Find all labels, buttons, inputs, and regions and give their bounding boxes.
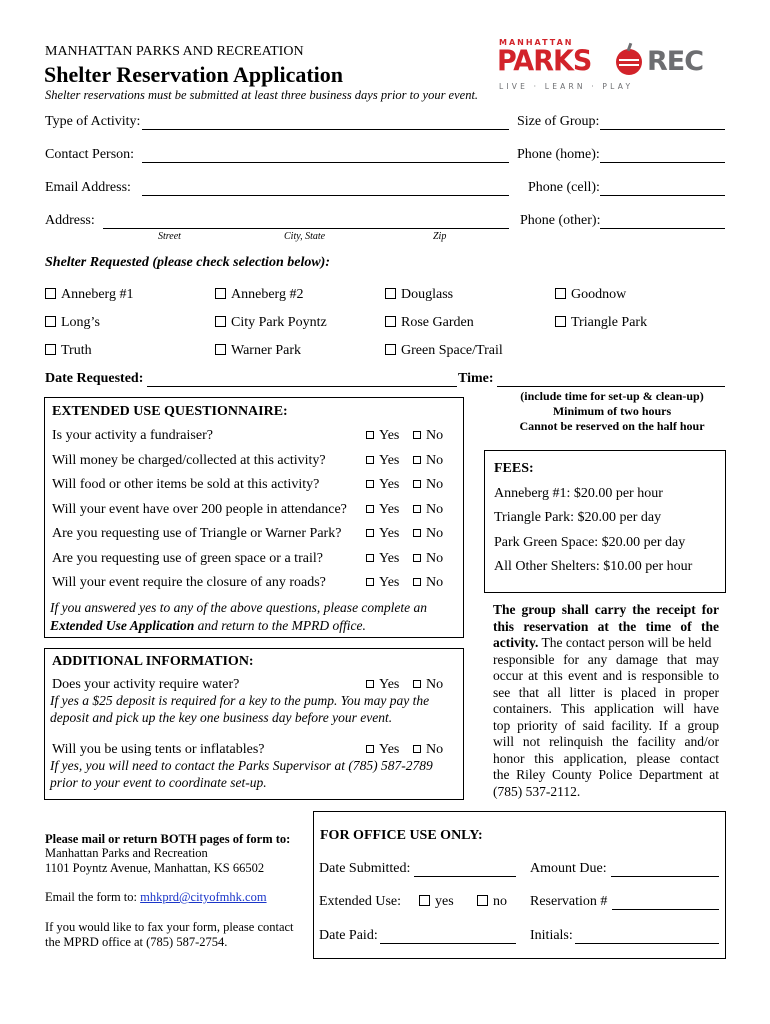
logo-top-text: MANHATTAN [499,38,574,47]
email-line: Email the form to: mhkprd@cityofmhk.com [45,890,267,904]
extended-use-label: Extended Use: [319,894,402,909]
checkbox-icon[interactable] [413,680,421,688]
checkbox-icon[interactable] [366,554,374,562]
date-submitted-field[interactable] [414,876,516,877]
phone-home-label: Phone (home): [517,147,600,162]
address-label: Address: [45,213,95,228]
city-state-sublabel: City, State [284,231,326,242]
tents-note-2: prior to your event to coordinate set-up. [50,775,267,790]
additional-info-heading: ADDITIONAL INFORMATION: [52,654,254,669]
checkbox-icon[interactable] [413,578,421,586]
checkbox-icon[interactable] [413,456,421,464]
question-text: Are you requesting use of green space or a trail? [52,551,323,566]
yes-option[interactable]: Yes [366,526,399,542]
time-label: Time: [458,371,494,386]
fee-item: Anneberg #1: $20.00 per hour [494,486,663,501]
logo-parks: PARKS [497,45,592,78]
tents-yes-option[interactable]: Yes [366,742,399,758]
checkbox-icon[interactable] [477,895,488,906]
checkbox-icon[interactable] [366,745,374,753]
date-paid-field[interactable] [380,943,516,944]
shelter-option[interactable]: Anneberg #2 [215,287,303,303]
page-title: Shelter Reservation Application [44,62,344,87]
type-of-activity-label: Type of Activity: [45,114,141,129]
question-text: Is your activity a fundraiser? [52,428,213,443]
water-question: Does your activity require water? [52,677,240,692]
shelter-option[interactable]: Douglass [385,287,453,303]
no-option[interactable]: No [413,575,443,591]
reservation-label: Reservation # [530,894,608,909]
size-of-group-label: Size of Group: [517,114,600,129]
amount-due-label: Amount Due: [530,861,607,876]
phone-other-label: Phone (other): [520,213,601,228]
org-name: MANHATTAN PARKS AND RECREATION [45,44,304,59]
checkbox-icon[interactable] [366,578,374,586]
date-requested-label: Date Requested: [45,371,144,386]
checkbox-icon[interactable] [419,895,430,906]
apple-icon [616,49,642,75]
fax-line-1: If you would like to fax your form, please contact [45,920,294,934]
fees-heading: FEES: [494,461,534,476]
initials-field[interactable] [575,943,719,944]
checkbox-icon[interactable] [413,745,421,753]
question-text: Are you requesting use of Triangle or Warner Park? [52,526,342,541]
yes-option[interactable]: Yes [366,575,399,591]
yes-option[interactable]: Yes [366,477,399,493]
water-yes-option[interactable]: Yes [366,677,399,693]
time-field[interactable] [497,386,725,387]
shelter-option[interactable]: Anneberg #1 [45,287,133,303]
checkbox-icon[interactable] [413,480,421,488]
mail-line-1: Manhattan Parks and Recreation [45,846,208,860]
initials-label: Initials: [530,928,573,943]
reservation-field[interactable] [612,909,719,910]
checkbox-icon[interactable] [385,316,396,327]
fee-item: All Other Shelters: $10.00 per hour [494,559,693,574]
no-option[interactable]: No [413,526,443,542]
checkbox-icon[interactable] [413,505,421,513]
shelter-option[interactable]: Triangle Park [555,315,647,331]
time-notes: (include time for set-up & clean-up) Minimum of two hours Cannot be reserved on the half hour [519,389,705,433]
water-note-1: If yes a $25 deposit is required for a key to the pump. You may pay the [50,693,430,708]
no-option[interactable]: No [413,477,443,493]
checkbox-icon[interactable] [366,456,374,464]
email-link[interactable]: mhkprd@cityofmhk.com [140,890,267,904]
shelter-option[interactable]: Long’s [45,315,100,331]
fee-item: Park Green Space: $20.00 per day [494,535,686,550]
question-text: Will food or other items be sold at this activity? [52,477,320,492]
yes-option[interactable]: Yes [366,453,399,469]
mail-heading: Please mail or return BOTH pages of form to: [45,832,291,846]
checkbox-icon[interactable] [413,431,421,439]
parks-rec-logo [497,38,719,94]
logo-rec: REC [647,46,704,77]
date-submitted-label: Date Submitted: [319,861,411,876]
amount-due-field[interactable] [611,876,719,877]
shelter-option[interactable]: Warner Park [215,343,301,359]
shelter-option[interactable]: Rose Garden [385,315,474,331]
checkbox-icon[interactable] [215,288,226,299]
checkbox-icon[interactable] [413,529,421,537]
size-of-group-field[interactable] [600,129,725,130]
type-of-activity-field[interactable] [142,129,509,130]
office-heading: FOR OFFICE USE ONLY: [320,828,483,843]
address-field[interactable] [103,228,509,229]
yes-option[interactable]: Yes [366,428,399,444]
receipt-note: The group shall carry the receipt for this reservation at the time of the activity. The contact person will be held responsible for any damage that may occur at this event and is responsible to see that all litter is placed in proper containers. This application will have top priority of said facility. If a group will not relinquish the facility and/or honor this application, please contact the Riley County Police Department at (785) 537-2112. [493,602,719,799]
tents-no-option[interactable]: No [413,742,443,758]
questionnaire-heading: EXTENDED USE QUESTIONNAIRE: [52,404,288,419]
phone-cell-field[interactable] [600,195,725,196]
yes-option[interactable]: Yes [366,502,399,518]
checkbox-icon[interactable] [45,316,56,327]
checkbox-icon[interactable] [45,344,56,355]
shelter-option[interactable]: Truth [45,343,92,359]
fax-line-2: the MPRD office at (785) 587-2754. [45,935,228,949]
no-option[interactable]: No [413,453,443,469]
checkbox-icon[interactable] [555,288,566,299]
email-address-field[interactable] [142,195,509,196]
checkbox-icon[interactable] [215,316,226,327]
checkbox-icon[interactable] [366,505,374,513]
tents-note-1: If yes, you will need to contact the Parks Supervisor at (785) 587-2789 [50,758,433,773]
checkbox-icon[interactable] [366,431,374,439]
checkbox-icon[interactable] [366,480,374,488]
shelter-option[interactable]: Goodnow [555,287,626,303]
email-address-label: Email Address: [45,180,131,195]
question-text: Will your event require the closure of any roads? [52,575,326,590]
checkbox-icon[interactable] [385,288,396,299]
checkbox-icon[interactable] [366,680,374,688]
no-option[interactable]: No [413,502,443,518]
mail-line-2: 1101 Poyntz Avenue, Manhattan, KS 66502 [45,861,265,875]
shelter-option[interactable]: City Park Poyntz [215,315,327,331]
no-option[interactable]: No [413,551,443,567]
water-no-option[interactable]: No [413,677,443,693]
contact-person-field[interactable] [142,162,509,163]
date-requested-field[interactable] [147,386,457,387]
tents-question: Will you be using tents or inflatables? [52,742,265,757]
zip-sublabel: Zip [433,231,447,242]
street-sublabel: Street [158,231,181,242]
extended-use-no[interactable]: no [477,894,507,910]
shelter-heading: Shelter Requested (please check selection below): [45,255,330,270]
checkbox-icon[interactable] [366,529,374,537]
water-note-2: deposit and pick up the key one business day before your event. [50,710,393,725]
yes-option[interactable]: Yes [366,551,399,567]
checkbox-icon[interactable] [215,344,226,355]
checkbox-icon[interactable] [555,316,566,327]
extended-use-yes[interactable]: yes [419,894,454,910]
no-option[interactable]: No [413,428,443,444]
logo-tagline: LIVE · LEARN · PLAY [499,82,634,91]
phone-cell-label: Phone (cell): [528,180,600,195]
phone-home-field[interactable] [600,162,725,163]
phone-other-field[interactable] [600,228,725,229]
date-paid-label: Date Paid: [319,928,378,943]
questionnaire-footer-2: Extended Use Application and return to the MPRD office. [50,618,366,633]
checkbox-icon[interactable] [413,554,421,562]
questionnaire-footer-1: If you answered yes to any of the above questions, please complete an [50,600,428,615]
contact-person-label: Contact Person: [45,147,135,162]
page-subtitle: Shelter reservations must be submitted at least three business days prior to your event. [45,88,479,102]
fee-item: Triangle Park: $20.00 per day [494,510,662,525]
checkbox-icon[interactable] [45,288,56,299]
question-text: Will money be charged/collected at this activity? [52,453,326,468]
shelter-option[interactable]: Green Space/Trail [385,343,503,359]
checkbox-icon[interactable] [385,344,396,355]
question-text: Will your event have over 200 people in attendance? [52,502,347,517]
